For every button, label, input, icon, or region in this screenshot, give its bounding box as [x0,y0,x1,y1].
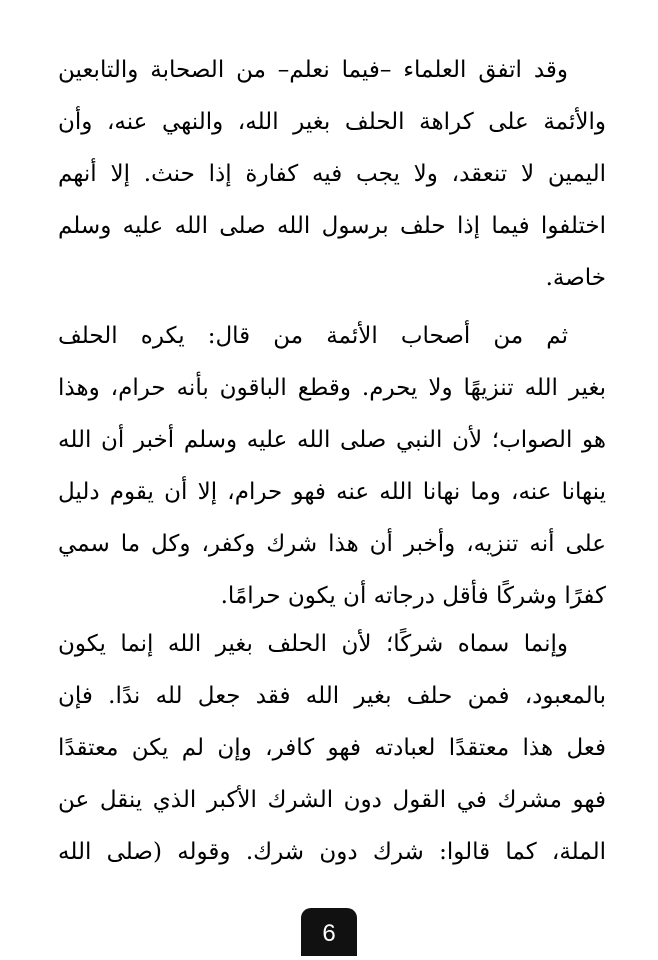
paragraph-2 [58,310,606,622]
text-line: بغير الله تنزيهًا ولا يحرم. وقطع الباقون بأنه حرام، وهذا [58,375,606,401]
text-line: والأئمة على كراهة الحلف بغير الله، والنهي عنه، وأن [58,109,606,135]
text-line: اليمين لا تنعقد، ولا يجب فيه كفارة إذا حنث. إلا أنهم [58,161,606,187]
text-line: وإنما سماه شركًا؛ لأن الحلف بغير الله إنما يكون [58,631,568,657]
text-line: ينهانا عنه، وما نهانا الله عنه فهو حرام، إلا أن يقوم دليل [58,479,606,505]
text-line: بالمعبود، فمن حلف بغير الله فقد جعل لله ندًا. فإن [58,683,606,709]
text-line: كفرًا وشركًا فأقل درجاته أن يكون حرامًا. [220,583,606,609]
text-line: ثم من أصحاب الأئمة من قال: يكره الحلف [58,323,568,349]
text-line: فهو مشرك في القول دون الشرك الأكبر الذي ينقل عن [58,787,606,813]
text-line: هو الصواب؛ لأن النبي صلى الله عليه وسلم أخبر أن الله [58,427,606,453]
page-number-badge: 6 [301,908,357,956]
text-line: خاصة. [545,265,606,291]
text-line: الملة، كما قالوا: شرك دون شرك. وقوله (صلى الله [58,839,606,865]
text-line: فعل هذا معتقدًا لعبادته فهو كافر، وإن لم يكن معتقدًا [58,735,606,761]
paragraph-3 [58,618,606,878]
text-line: على أنه تنزيه، وأخبر أن هذا شرك وكفر، وكل ما سمي [58,531,606,557]
text-line: اختلفوا فيما إذا حلف برسول الله صلى الله عليه وسلم [58,213,606,239]
text-line: وقد اتفق العلماء –فيما نعلم– من الصحابة والتابعين [58,57,568,83]
paragraph-1 [58,44,606,304]
